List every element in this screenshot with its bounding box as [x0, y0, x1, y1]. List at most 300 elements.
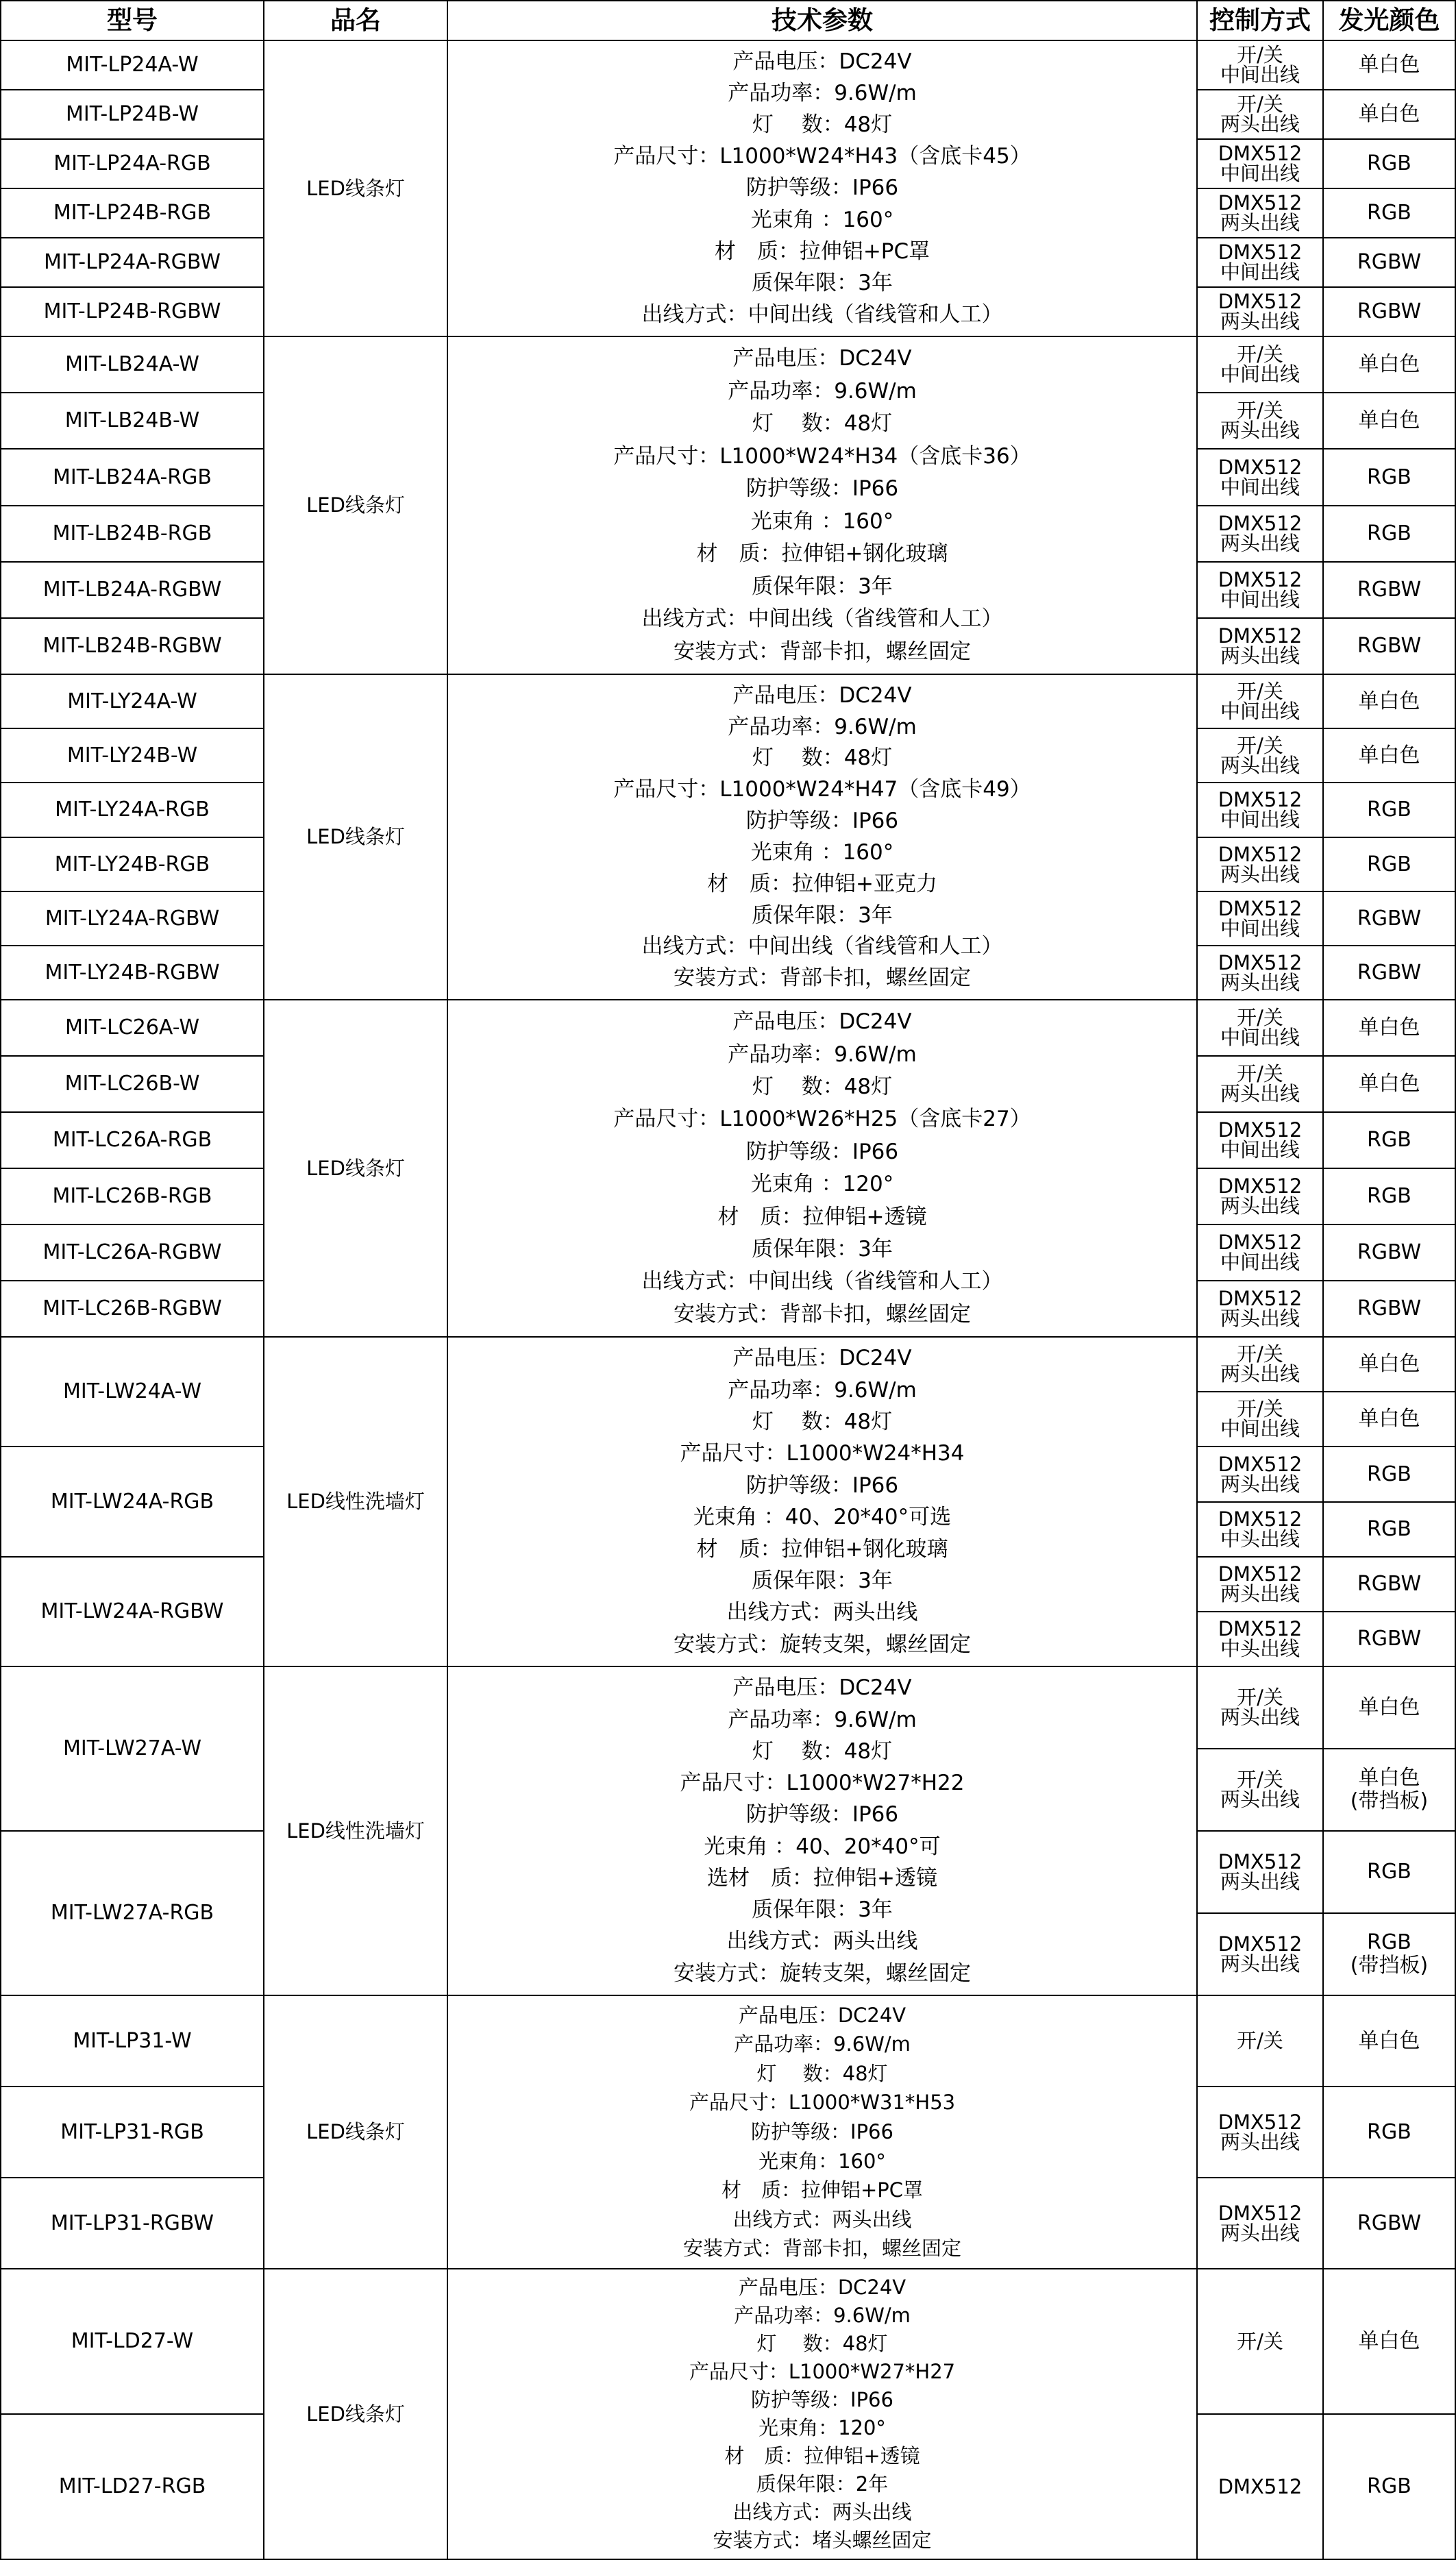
color-cell-line: 单白色 [1358, 1352, 1420, 1377]
spec-block-line: 灯 数：48灯 [752, 1410, 893, 1435]
spec-block-line: 产品功率：9.6W/m [734, 2032, 911, 2056]
control-cell-line: DMX512 [1218, 2201, 1303, 2225]
control-cell [1198, 2269, 1324, 2415]
spec-block-line: 材 质：拉伸铝+PC罩 [714, 238, 930, 264]
control-cell-line: DMX512 [1218, 788, 1303, 811]
control-cell-line: DMX512 [1218, 142, 1303, 165]
model-cell: MIT-LB24B-RGB [0, 506, 264, 563]
color-cell [1324, 189, 1456, 238]
control-cell [1198, 1832, 1324, 1914]
color-cell-line: RGBW [1357, 299, 1422, 324]
color-cell-line: (带挡板) [1350, 1954, 1429, 1978]
model-cell: MIT-LB24B-RGBW [0, 619, 264, 675]
control-cell-line: DMX512 [1218, 1932, 1303, 1956]
control-cell-line: 开/关 [1237, 399, 1283, 422]
control-cell [1198, 675, 1324, 729]
control-cell [1198, 946, 1324, 1000]
color-cell-line: 单白色 [1358, 1072, 1420, 1096]
color-cell [1324, 2269, 1456, 2415]
control-cell-line: 中间出线 [1220, 1251, 1300, 1274]
color-cell-line: RGB [1367, 1930, 1411, 1955]
spec-block-line: 产品功率：9.6W/m [728, 81, 917, 106]
color-cell-line: 单白色 [1358, 1766, 1420, 1790]
model-cell: MIT-LP24B-RGB [0, 189, 264, 238]
spec-block-line: 产品电压：DC24V [732, 1009, 912, 1035]
color-cell-line: RGBW [1357, 250, 1422, 275]
color-cell-line: 单白色 [1358, 53, 1420, 77]
control-cell-line: 中间出线 [1220, 916, 1300, 940]
spec-block-line: 出线方式：两头出线 [726, 1929, 918, 1954]
color-cell-line: RGB [1367, 201, 1411, 225]
control-cell [1198, 450, 1324, 506]
control-cell-line: 两头出线 [1220, 419, 1300, 442]
color-cell [1324, 238, 1456, 288]
control-cell-line: 开/关 [1237, 1062, 1283, 1085]
control-cell-line: DMX512 [1218, 896, 1303, 920]
control-cell [1198, 2415, 1324, 2560]
header-color: 发光颜色 [1324, 0, 1456, 41]
spec-block-line: 质保年限：3年 [752, 1897, 893, 1923]
color-cell [1324, 1996, 1456, 2087]
color-cell [1324, 41, 1456, 90]
spec-block-line: 产品尺寸：L1000*W24*H34（含底卡36） [613, 443, 1031, 469]
spec-block-line: 光束角：160° [758, 2149, 886, 2173]
color-cell [1324, 729, 1456, 783]
control-cell [1198, 337, 1324, 393]
spec-block-line: 材 质：拉伸铝+钢化玻璃 [696, 1536, 948, 1562]
header-control: 控制方式 [1198, 0, 1324, 41]
color-cell [1324, 1225, 1456, 1281]
spec-block-line: 防护等级：IP66 [745, 1473, 899, 1498]
color-cell [1324, 288, 1456, 337]
model-cell: MIT-LY24B-RGBW [0, 946, 264, 1000]
spec-block-line: 产品尺寸：L1000*W27*H27 [689, 2360, 956, 2383]
model-cell: MIT-LP31-W [0, 1996, 264, 2087]
spec-block-line: 光束角 ：40、20*40°可 [704, 1834, 941, 1859]
spec-block-line: 产品尺寸：L1000*W31*H53 [689, 2091, 956, 2115]
control-cell-line: 两头出线 [1220, 211, 1300, 234]
control-cell-line: 中间出线 [1220, 1417, 1300, 1440]
color-cell-line: RGB [1367, 798, 1411, 822]
color-cell-line: RGB [1367, 852, 1411, 876]
control-cell-line: 两头出线 [1220, 310, 1300, 333]
model-cell: MIT-LP31-RGB [0, 2087, 264, 2178]
control-cell-line: 两头出线 [1220, 1472, 1300, 1496]
spec-block-line: 出线方式：中间出线（省线管和人工） [641, 606, 1003, 632]
spec-block-line: 产品电压：DC24V [732, 1346, 912, 1371]
spec-block-line: 出线方式：两头出线 [726, 1600, 918, 1625]
color-cell [1324, 1169, 1456, 1225]
control-cell [1198, 1225, 1324, 1281]
color-cell [1324, 783, 1456, 838]
spec-block-line: 光束角 ：120° [750, 1172, 894, 1197]
spec-block-line: 防护等级：IP66 [745, 809, 899, 834]
color-cell-line: 单白色 [1358, 743, 1420, 767]
color-cell-line: RGB [1367, 151, 1411, 176]
control-cell-line: 两头出线 [1220, 753, 1300, 777]
color-cell [1324, 1914, 1456, 1996]
control-cell [1198, 189, 1324, 238]
control-cell-line: DMX512 [1218, 1118, 1303, 1142]
control-cell-line: 两头出线 [1220, 532, 1300, 555]
spec-block-line: 材 质：拉伸铝+钢化玻璃 [696, 541, 948, 567]
control-cell-line: DMX512 [1218, 1287, 1303, 1310]
spec-block-line: 灯 数：48灯 [756, 2061, 888, 2085]
model-cell: MIT-LD27-W [0, 2269, 264, 2415]
spec-block-line: 产品功率：9.6W/m [728, 1377, 917, 1403]
color-cell-line: RGBW [1357, 1296, 1422, 1321]
color-cell [1324, 675, 1456, 729]
model-cell: MIT-LB24A-RGBW [0, 563, 264, 619]
color-cell-line: (带挡板) [1350, 1789, 1429, 1813]
control-cell-line: 中间出线 [1220, 1138, 1300, 1161]
control-cell-line: 开/关 [1237, 343, 1283, 366]
spec-block-line: 安装方式：背部卡扣，螺丝固定 [674, 965, 971, 991]
spec-block-line: 安装方式：堵头螺丝固定 [713, 2528, 932, 2552]
spec-block-line: 安装方式：背部卡扣，螺丝固定 [674, 1301, 971, 1327]
spec-block-line: 材 质：拉伸铝+透镜 [717, 1204, 927, 1229]
control-cell-line: DMX512 [1218, 512, 1303, 535]
color-cell-line: 单白色 [1358, 2028, 1420, 2053]
model-cell: MIT-LD27-RGB [0, 2415, 264, 2560]
model-cell: MIT-LP24A-RGBW [0, 238, 264, 288]
control-cell [1198, 1667, 1324, 1749]
spec-block-line: 材 质：拉伸铝+PC罩 [721, 2178, 924, 2202]
spec-block-line: 光束角 ：160° [750, 207, 894, 232]
control-cell-line: DMX512 [1218, 1617, 1303, 1640]
spec-block-line: 产品尺寸：L1000*W24*H43（含底卡45） [613, 144, 1031, 169]
color-cell-line: RGBW [1357, 1572, 1422, 1597]
control-cell-line: DMX512 [1218, 1507, 1303, 1531]
control-cell-line: 两头出线 [1220, 1952, 1300, 1976]
control-cell-line: 两头出线 [1220, 862, 1300, 886]
spec-block-line: 防护等级：IP66 [751, 2119, 893, 2143]
spec-block-line: 光束角 ：160° [750, 508, 894, 534]
control-cell-line: 开/关 [1237, 733, 1283, 757]
model-cell: MIT-LY24A-W [0, 675, 264, 729]
control-cell-line: 中头出线 [1220, 1527, 1300, 1551]
model-cell: MIT-LC26A-RGB [0, 1113, 264, 1169]
color-cell [1324, 838, 1456, 892]
control-cell [1198, 1996, 1324, 2087]
control-cell-line: DMX512 [1218, 568, 1303, 591]
color-cell [1324, 2415, 1456, 2560]
spec-block-line: 质保年限：2年 [756, 2472, 889, 2496]
control-cell-line: 两头出线 [1220, 1194, 1300, 1218]
color-cell-line: RGBW [1357, 1627, 1422, 1651]
spec-block-line: 产品电压：DC24V [732, 49, 912, 75]
color-cell [1324, 1749, 1456, 1832]
control-cell-line: 开/关 [1237, 1006, 1283, 1029]
model-cell: MIT-LY24A-RGBW [0, 892, 264, 946]
color-cell [1324, 892, 1456, 946]
product-name: LED线条灯 [264, 675, 448, 1000]
color-cell [1324, 1113, 1456, 1169]
spec-block-line: 产品尺寸：L1000*W27*H22 [680, 1771, 965, 1796]
color-cell-line: RGB [1367, 521, 1411, 546]
model-cell: MIT-LY24B-RGB [0, 838, 264, 892]
control-cell-line: 开/关 [1237, 43, 1283, 66]
spec-block-line: 产品功率：9.6W/m [728, 1042, 917, 1067]
control-cell-line: 中间出线 [1220, 1026, 1300, 1049]
product-name: LED线条灯 [264, 41, 448, 337]
model-cell: MIT-LB24B-W [0, 393, 264, 450]
control-cell-line: DMX512 [1218, 241, 1303, 264]
spec-block-line: 出线方式：两头出线 [732, 2207, 912, 2231]
spec-block-line: 产品尺寸：L1000*W26*H25（含底卡27） [613, 1107, 1031, 1132]
spec-block-line: 灯 数：48灯 [752, 411, 893, 436]
color-cell-line: RGB [1367, 1128, 1411, 1153]
control-cell [1198, 838, 1324, 892]
product-name: LED线条灯 [264, 337, 448, 675]
spec-block-line: 灯 数：48灯 [752, 1738, 893, 1764]
control-cell-line: 开/关 [1237, 93, 1283, 116]
control-cell-line: 两头出线 [1220, 970, 1300, 994]
color-cell-line: RGB [1367, 465, 1411, 489]
model-cell: MIT-LP24A-RGB [0, 140, 264, 189]
spec-block-line: 灯 数：48灯 [756, 2332, 888, 2355]
control-cell [1198, 563, 1324, 619]
control-cell [1198, 1281, 1324, 1338]
color-cell [1324, 393, 1456, 450]
spec-block-line: 防护等级：IP66 [745, 1802, 899, 1827]
color-cell [1324, 1057, 1456, 1113]
control-cell-line: 两头出线 [1220, 1870, 1300, 1893]
control-cell [1198, 1113, 1324, 1169]
model-cell: MIT-LW24A-RGB [0, 1447, 264, 1558]
control-cell-line: 两头出线 [1220, 112, 1300, 136]
spec-block-line: 出线方式：中间出线（省线管和人工） [641, 934, 1003, 959]
product-name: LED线性洗墙灯 [264, 1338, 448, 1667]
color-cell-line: RGBW [1357, 1240, 1422, 1265]
color-cell [1324, 1338, 1456, 1392]
color-cell-line: RGBW [1357, 906, 1422, 931]
spec-block-line: 产品功率：9.6W/m [734, 2304, 911, 2327]
model-cell: MIT-LW24A-W [0, 1338, 264, 1447]
spec-block-line: 光束角：120° [758, 2416, 886, 2439]
color-cell-line: RGB [1367, 2119, 1411, 2144]
control-cell-line: 开/关 [1237, 1342, 1283, 1366]
color-cell-line: 单白色 [1358, 1016, 1420, 1040]
color-cell [1324, 1281, 1456, 1338]
spec-block-line: 出线方式：中间出线（省线管和人工） [641, 1269, 1003, 1294]
color-cell [1324, 1612, 1456, 1667]
product-name: LED线条灯 [264, 2269, 448, 2560]
product-name: LED线性洗墙灯 [264, 1667, 448, 1996]
header-model: 型号 [0, 0, 264, 41]
control-cell [1198, 1503, 1324, 1558]
spec-block [448, 337, 1198, 675]
color-cell [1324, 140, 1456, 189]
control-cell-line: DMX512 [1218, 1850, 1303, 1873]
spec-block-line: 产品电压：DC24V [738, 2003, 906, 2027]
color-cell [1324, 1000, 1456, 1057]
control-cell [1198, 1749, 1324, 1832]
control-cell-line: 开/关 [1237, 1686, 1283, 1709]
control-cell-line: 中间出线 [1220, 362, 1300, 386]
control-cell-line: 中头出线 [1220, 1637, 1300, 1660]
color-cell-line: RGBW [1357, 960, 1422, 985]
color-cell-line: RGBW [1357, 634, 1422, 659]
spec-block-line: 材 质：拉伸铝+透镜 [724, 2444, 920, 2467]
control-cell-line: 开/关 [1237, 2029, 1283, 2052]
control-cell [1198, 1000, 1324, 1057]
control-cell-line: 中间出线 [1220, 63, 1300, 86]
spec-block [448, 1667, 1198, 1996]
control-cell-line: 两头出线 [1220, 1362, 1300, 1386]
color-cell-line: RGBW [1357, 578, 1422, 602]
model-cell: MIT-LY24A-RGB [0, 783, 264, 838]
spec-block-line: 产品电压：DC24V [732, 682, 912, 708]
model-cell: MIT-LW24A-RGBW [0, 1558, 264, 1667]
control-cell-line: DMX512 [1218, 2474, 1303, 2498]
control-cell [1198, 783, 1324, 838]
spec-block-line: 防护等级：IP66 [745, 476, 899, 502]
spec-block-line: 产品电压：DC24V [732, 1675, 912, 1701]
model-cell: MIT-LP24B-RGBW [0, 288, 264, 337]
color-cell [1324, 563, 1456, 619]
model-cell: MIT-LB24A-W [0, 337, 264, 393]
control-cell-line: 中间出线 [1220, 699, 1300, 723]
spec-block-line: 安装方式：背部卡扣，螺丝固定 [674, 639, 971, 664]
color-cell-line: RGBW [1357, 2211, 1422, 2235]
spec-block-line: 光束角 ：40、20*40°可选 [693, 1505, 952, 1530]
color-cell-line: RGB [1367, 1860, 1411, 1884]
color-cell-line: RGB [1367, 1462, 1411, 1486]
control-cell [1198, 2087, 1324, 2178]
control-cell-line: DMX512 [1218, 290, 1303, 313]
control-cell-line: DMX512 [1218, 624, 1303, 648]
control-cell-line: 开/关 [1237, 2329, 1283, 2353]
control-cell-line: 中间出线 [1220, 475, 1300, 499]
spec-block-line: 安装方式：旋转支架，螺丝固定 [674, 1632, 971, 1657]
spec-block-line: 产品功率：9.6W/m [728, 378, 917, 404]
color-cell [1324, 2087, 1456, 2178]
spec-block-line: 质保年限：3年 [752, 1568, 893, 1593]
spec-block-line: 光束角 ：160° [750, 839, 894, 865]
color-cell-line: 单白色 [1358, 102, 1420, 127]
control-cell-line: 两头出线 [1220, 1082, 1300, 1105]
color-cell [1324, 90, 1456, 140]
spec-block-line: 产品电压：DC24V [738, 2276, 906, 2299]
spec-block-line: 产品尺寸：L1000*W24*H47（含底卡49） [613, 777, 1031, 802]
color-cell [1324, 337, 1456, 393]
control-cell [1198, 1169, 1324, 1225]
control-cell [1198, 1612, 1324, 1667]
header-name: 品名 [264, 0, 448, 41]
spec-block-line: 材 质：拉伸铝+亚克力 [707, 871, 937, 896]
spec-block-line: 安装方式：旋转支架，螺丝固定 [674, 1960, 971, 1986]
spec-block-line: 安装方式：背部卡扣，螺丝固定 [682, 2237, 961, 2261]
control-cell [1198, 1392, 1324, 1447]
color-cell [1324, 2178, 1456, 2269]
control-cell [1198, 90, 1324, 140]
model-cell: MIT-LW27A-RGB [0, 1832, 264, 1996]
spec-block [448, 1996, 1198, 2269]
control-cell-line: 两头出线 [1220, 2221, 1300, 2245]
spec-block-line: 产品功率：9.6W/m [728, 714, 917, 739]
control-cell-line: 两头出线 [1220, 1307, 1300, 1330]
control-cell-line: DMX512 [1218, 2110, 1303, 2134]
color-cell-line: 单白色 [1358, 689, 1420, 713]
spec-block-line: 出线方式：中间出线（省线管和人工） [641, 301, 1003, 327]
color-cell-line: 单白色 [1358, 408, 1420, 433]
control-cell [1198, 238, 1324, 288]
control-cell-line: 开/关 [1237, 679, 1283, 703]
control-cell-line: 两头出线 [1220, 644, 1300, 667]
color-cell-line: 单白色 [1358, 2329, 1420, 2354]
control-cell-line: 中间出线 [1220, 260, 1300, 284]
control-cell-line: DMX512 [1218, 455, 1303, 479]
spec-block-line: 出线方式：两头出线 [732, 2500, 912, 2524]
spec-block [448, 675, 1198, 1000]
color-cell [1324, 1392, 1456, 1447]
control-cell-line: 两头出线 [1220, 2130, 1300, 2154]
spec-block-line: 质保年限：3年 [752, 902, 893, 928]
header-spec: 技术参数 [448, 0, 1198, 41]
control-cell [1198, 1558, 1324, 1612]
model-cell: MIT-LC26B-W [0, 1057, 264, 1113]
spec-block-line: 产品电压：DC24V [732, 346, 912, 371]
spec-block-line: 质保年限：3年 [752, 574, 893, 599]
control-cell-line: 开/关 [1237, 1768, 1283, 1791]
spec-block-line: 质保年限：3年 [752, 270, 893, 295]
spec-block-line: 产品尺寸：L1000*W24*H34 [680, 1441, 965, 1466]
spec-block [448, 1338, 1198, 1667]
control-cell [1198, 506, 1324, 563]
color-cell-line: 单白色 [1358, 352, 1420, 377]
color-cell [1324, 619, 1456, 675]
control-cell-line: 开/关 [1237, 1397, 1283, 1420]
spec-block-line: 产品功率：9.6W/m [728, 1707, 917, 1732]
control-cell-line: DMX512 [1218, 1174, 1303, 1198]
control-cell [1198, 41, 1324, 90]
color-cell [1324, 506, 1456, 563]
color-cell [1324, 946, 1456, 1000]
model-cell: MIT-LC26B-RGB [0, 1169, 264, 1225]
model-cell: MIT-LP24A-W [0, 41, 264, 90]
color-cell [1324, 1503, 1456, 1558]
spec-block [448, 2269, 1198, 2560]
control-cell-line: DMX512 [1218, 1452, 1303, 1476]
spec-block [448, 1000, 1198, 1338]
control-cell [1198, 2178, 1324, 2269]
control-cell-line: DMX512 [1218, 1562, 1303, 1586]
color-cell [1324, 1558, 1456, 1612]
spec-block-line: 防护等级：IP66 [745, 1139, 899, 1164]
control-cell [1198, 619, 1324, 675]
spec-block-line: 防护等级：IP66 [745, 175, 899, 201]
control-cell-line: 两头出线 [1220, 1788, 1300, 1811]
control-cell-line: 中间出线 [1220, 808, 1300, 831]
control-cell-line: DMX512 [1218, 950, 1303, 974]
control-cell [1198, 393, 1324, 450]
spec-block-line: 质保年限：3年 [752, 1236, 893, 1261]
product-name: LED线条灯 [264, 1996, 448, 2269]
product-name: LED线条灯 [264, 1000, 448, 1338]
spec-block-line: 灯 数：48灯 [752, 1074, 893, 1100]
color-cell-line: RGB [1367, 1184, 1411, 1209]
model-cell: MIT-LC26B-RGBW [0, 1281, 264, 1338]
color-cell-line: 单白色 [1358, 1407, 1420, 1431]
control-cell [1198, 1914, 1324, 1996]
color-cell-line: RGB [1367, 1517, 1411, 1542]
control-cell-line: 两头出线 [1220, 1582, 1300, 1605]
spec-block-line: 灯 数：48灯 [752, 746, 893, 771]
model-cell: MIT-LW27A-W [0, 1667, 264, 1832]
spec-block-line: 防护等级：IP66 [751, 2388, 893, 2411]
spec-block-line: 灯 数：48灯 [752, 112, 893, 138]
